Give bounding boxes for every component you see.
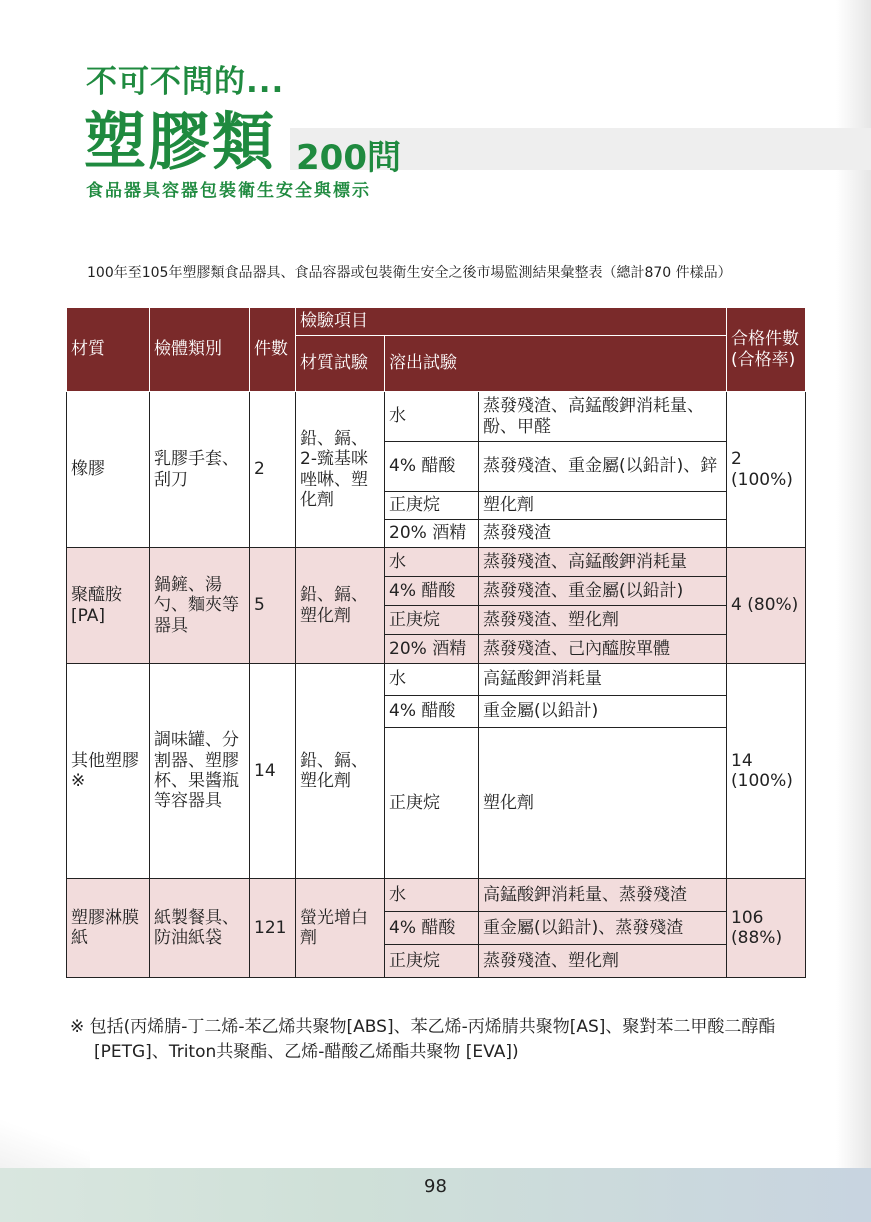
- cell-solvent: 水: [385, 392, 479, 442]
- page-number: 98: [424, 1176, 447, 1197]
- table-row: [67, 879, 806, 912]
- table-caption: 100年至105年塑膠類食品器具、食品容器或包裝衛生安全之後市場監測結果彙整表（總計870 件樣品）: [87, 265, 732, 281]
- cell-solvent: 水: [385, 548, 479, 577]
- cell-solvent: 20% 酒精: [385, 635, 479, 664]
- cell-material: 塑膠淋膜紙: [67, 879, 150, 978]
- cell-test-items: 蒸發殘渣、己內醯胺單體: [479, 635, 727, 664]
- cell-pass: 106 (88%): [727, 879, 806, 978]
- cell-test-items: 蒸發殘渣、高錳酸鉀消耗量: [479, 548, 727, 577]
- cell-material: 其他塑膠※: [67, 664, 150, 879]
- cell-solvent: 水: [385, 879, 479, 912]
- monitoring-results-table: [66, 307, 806, 978]
- cell-material-test: 螢光增白劑: [296, 879, 385, 978]
- header-test-items: 檢驗項目: [296, 308, 727, 336]
- cell-material-test: 鉛、鎘、塑化劑: [296, 548, 385, 664]
- book-subtitle: 食品器具容器包裝衛生安全與標示: [86, 181, 371, 201]
- cell-test-items: 蒸發殘渣: [479, 520, 727, 548]
- cell-count: 121: [250, 879, 296, 978]
- book-title-prefix: 不可不問的...: [86, 64, 285, 100]
- header-sample-type: 檢體類別: [150, 308, 250, 392]
- cell-test-items: 蒸發殘渣、重金屬(以鉛計): [479, 577, 727, 606]
- header-migration-test: 溶出試驗: [385, 336, 727, 392]
- cell-test-items: 蒸發殘渣、塑化劑: [479, 945, 727, 978]
- cell-count: 14: [250, 664, 296, 879]
- cell-count: 2: [250, 392, 296, 548]
- cell-pass: 4 (80%): [727, 548, 806, 664]
- cell-test-items: 蒸發殘渣、重金屬(以鉛計)、鋅: [479, 442, 727, 492]
- table-row: [67, 548, 806, 577]
- cell-material-test: 鉛、鎘、塑化劑: [296, 664, 385, 879]
- cell-test-items: 塑化劑: [479, 492, 727, 520]
- table-footnote: ※ 包括(丙烯腈-丁二烯-苯乙烯共聚物[ABS]、苯乙烯-丙烯腈共聚物[AS]、聚對苯二甲酸二醇酯 [PETG]、Triton共聚酯、乙烯-醋酸乙烯酯共聚物 [EVA]): [70, 1017, 776, 1062]
- cell-material-test: 鉛、鎘、2-巰基咪唑啉、塑化劑: [296, 392, 385, 548]
- cell-test-items: 重金屬(以鉛計)、蒸發殘渣: [479, 912, 727, 945]
- cell-solvent: 4% 醋酸: [385, 696, 479, 728]
- cell-material: 聚醯胺[PA]: [67, 548, 150, 664]
- cell-solvent: 20% 酒精: [385, 520, 479, 548]
- cell-test-items: 蒸發殘渣、高錳酸鉀消耗量、酚、甲醛: [479, 392, 727, 442]
- table-row: [67, 392, 806, 442]
- cell-sample-type: 乳膠手套、刮刀: [150, 392, 250, 548]
- cell-sample-type: 紙製餐具、防油紙袋: [150, 879, 250, 978]
- cell-solvent: 4% 醋酸: [385, 912, 479, 945]
- cell-solvent: 正庚烷: [385, 728, 479, 879]
- cell-sample-type: 鍋鏟、湯勺、麵夾等器具: [150, 548, 250, 664]
- cell-solvent: 正庚烷: [385, 945, 479, 978]
- cell-solvent: 正庚烷: [385, 606, 479, 635]
- header-material-test: 材質試驗: [296, 336, 385, 392]
- cell-solvent: 水: [385, 664, 479, 696]
- cell-test-items: 蒸發殘渣、塑化劑: [479, 606, 727, 635]
- cell-sample-type: 調味罐、分割器、塑膠杯、果醬瓶等容器具: [150, 664, 250, 879]
- header-count: 件數: [250, 308, 296, 392]
- cell-test-items: 塑化劑: [479, 728, 727, 879]
- book-title: 塑膠類: [84, 105, 277, 178]
- header-material: 材質: [67, 308, 150, 392]
- book-title-suffix: 200問: [296, 138, 401, 178]
- cell-pass: 14 (100%): [727, 664, 806, 879]
- cell-count: 5: [250, 548, 296, 664]
- cell-test-items: 重金屬(以鉛計): [479, 696, 727, 728]
- cell-solvent: 4% 醋酸: [385, 442, 479, 492]
- cell-test-items: 高錳酸鉀消耗量: [479, 664, 727, 696]
- table-row: [67, 664, 806, 696]
- cell-material: 橡膠: [67, 392, 150, 548]
- cell-test-items: 高錳酸鉀消耗量、蒸發殘渣: [479, 879, 727, 912]
- cell-solvent: 正庚烷: [385, 492, 479, 520]
- cell-pass: 2 (100%): [727, 392, 806, 548]
- header-pass: 合格件數(合格率): [727, 308, 806, 392]
- cell-solvent: 4% 醋酸: [385, 577, 479, 606]
